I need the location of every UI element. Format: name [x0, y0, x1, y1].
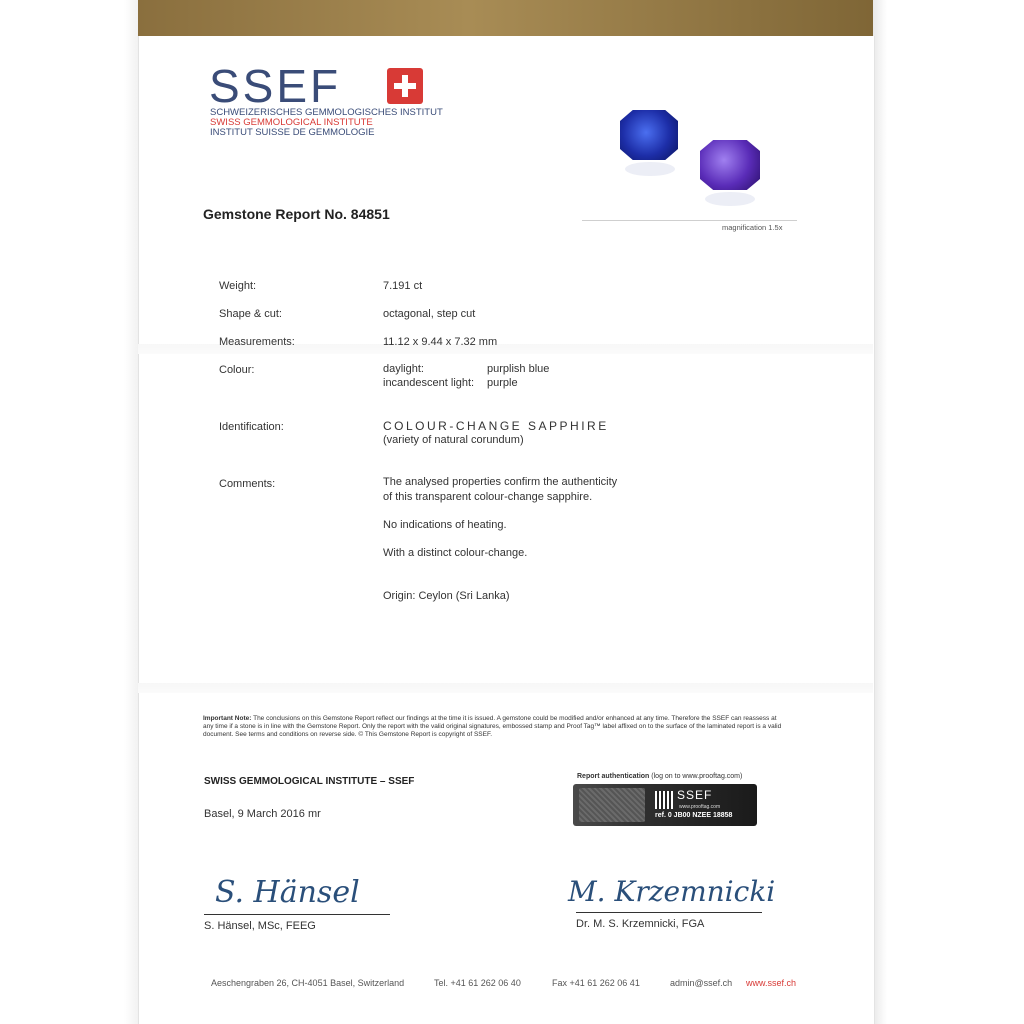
paper-edge-right: [873, 0, 887, 1024]
daylight-label: daylight:: [383, 363, 424, 375]
footer-email[interactable]: admin@ssef.ch: [670, 978, 733, 988]
authentication-heading: Report authentication: [577, 773, 650, 780]
logo-wordmark: SSEF: [209, 60, 342, 112]
important-note-text: The conclusions on this Gemstone Report reflect our findings at the time it is issued. A gemstone could be modified and/or enhanced at any time. Therefore the SSEF can reassess at any time if a stone is in line with the Gemstone Report. Only the report with the valid original signatures, embossed stamp and Proof Tag™ label affixed on to the surface of the laminated report is a valid document. See terms and conditions on reverse side. © This Gemstone Report is copyright of SSEF.: [203, 715, 782, 738]
comment-line: of this transparent colour-change sapphire.: [383, 491, 593, 503]
qr-code-icon: [655, 791, 673, 809]
gem-reflection: [625, 162, 675, 176]
colour-label: Colour:: [219, 364, 255, 376]
important-note-heading: Important Note:: [203, 715, 252, 722]
gem-reflection: [705, 192, 755, 206]
prooftag-label: [573, 784, 757, 826]
signatory-name: S. Hänsel, MSc, FEEG: [204, 920, 316, 932]
prooftag-url: www.prooftag.com: [679, 804, 721, 810]
gem-daylight-image: [620, 110, 678, 160]
magnification-caption: magnification 1.5x: [722, 223, 783, 232]
photo-rule: [582, 220, 797, 221]
footer-fax: Fax +41 61 262 06 41: [552, 978, 640, 988]
swiss-cross-icon: [387, 68, 423, 104]
daylight-value: purplish blue: [487, 363, 550, 375]
shape-value: octagonal, step cut: [383, 308, 476, 320]
comments-label: Comments:: [219, 478, 276, 490]
signature-line: [204, 914, 390, 915]
logo-subtitle-fr: INSTITUT SUISSE DE GEMMOLOGIE: [210, 127, 375, 138]
identification-value: COLOUR-CHANGE SAPPHIRE: [383, 419, 609, 433]
footer-website[interactable]: www.ssef.ch: [746, 978, 797, 988]
authentication-label: [577, 773, 742, 780]
place-and-date: Basel, 9 March 2016 mr: [204, 808, 321, 820]
footer-address: Aeschengraben 26, CH-4051 Basel, Switzerland: [211, 978, 405, 988]
issuing-institute: SWISS GEMMOLOGICAL INSTITUTE – SSEF: [204, 776, 415, 787]
identification-label: Identification:: [219, 421, 284, 433]
comment-colour-change: With a distinct colour-change.: [383, 547, 528, 559]
weight-label: Weight:: [219, 280, 257, 292]
identification-subtitle: (variety of natural corundum): [383, 434, 524, 446]
origin-value: Origin: Ceylon (Sri Lanka): [383, 590, 510, 602]
gemstone-photo: [600, 100, 800, 220]
signature-line: [576, 912, 762, 913]
important-note: [203, 715, 783, 739]
comment-line: The analysed properties confirm the authenticity: [383, 476, 618, 488]
hologram-image: [579, 788, 645, 822]
paper-fold: [138, 683, 873, 693]
shape-label: Shape & cut:: [219, 308, 282, 320]
authentication-hint: (log on to www.prooftag.com): [651, 773, 743, 780]
weight-value: 7.191 ct: [383, 280, 423, 292]
signature-hansel: S. Hänsel: [215, 875, 360, 910]
incandescent-label: incandescent light:: [383, 377, 475, 389]
report-title: Gemstone Report No. 84851: [203, 206, 390, 222]
prooftag-brand: SSEF: [677, 788, 713, 802]
comment-heating: No indications of heating.: [383, 519, 507, 531]
measurements-value: 11.12 x 9.44 x 7.32 mm: [383, 336, 498, 348]
logo-subtitle-de: SCHWEIZERISCHES GEMMOLOGISCHES INSTITUT: [210, 107, 443, 118]
signatory-name: Dr. M. S. Krzemnicki, FGA: [576, 918, 705, 930]
gold-header-band: [138, 0, 873, 36]
measurements-label: Measurements:: [219, 336, 295, 348]
gem-incandescent-image: [700, 140, 760, 190]
ssef-logo: [209, 60, 342, 112]
paper-edge-left: [124, 0, 138, 1024]
signature-krzemnicki: M. Krzemnicki: [568, 875, 776, 908]
footer-telephone: Tel. +41 61 262 06 40: [434, 978, 521, 988]
logo-subtitle-en: SWISS GEMMOLOGICAL INSTITUTE: [210, 117, 373, 128]
incandescent-value: purple: [487, 377, 518, 389]
prooftag-reference: ref. 0 JB00 NZEE 18858: [655, 812, 733, 819]
